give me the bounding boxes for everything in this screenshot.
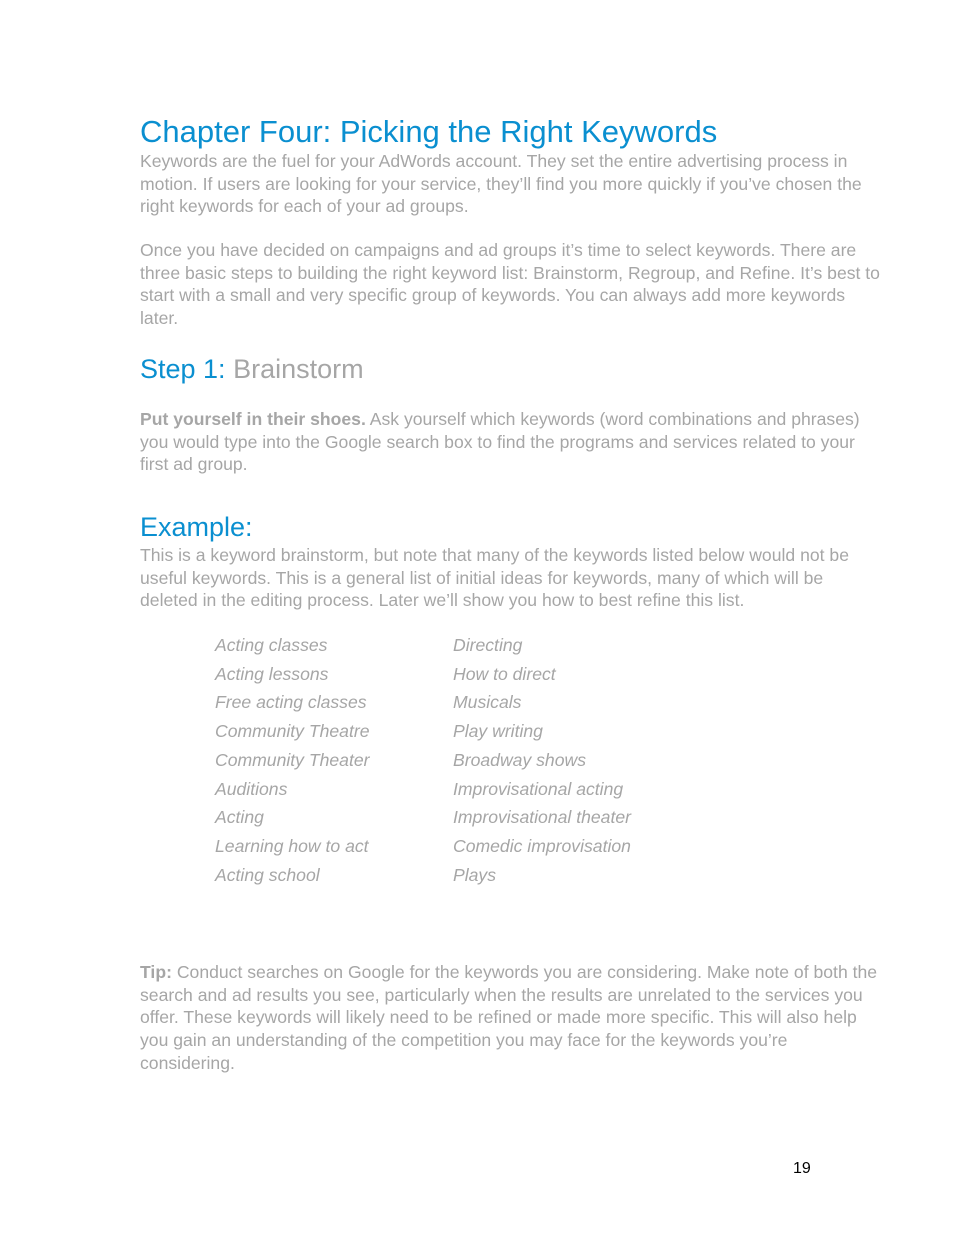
tip-paragraph (140, 961, 880, 1075)
keyword-item: How to direct (453, 663, 556, 684)
intro-paragraph-2: Once you have decided on campaigns and ad groups it’s time to select keywords. There are three basic steps to building the right keyword list: Brainstorm, Regroup, and Refine. It’s best to start with a small and very specific group of keywords. You can always add more keywords later. (140, 240, 880, 329)
step-name: Brainstorm (233, 354, 364, 384)
keyword-item: Improvisational theater (453, 807, 631, 828)
keyword-item: Directing (453, 635, 523, 655)
keyword-item: Acting (215, 807, 264, 828)
keyword-item: Acting school (215, 864, 320, 885)
page-number: 19 (793, 1160, 811, 1177)
step1-paragraph (140, 408, 880, 476)
step1-lead: Put yourself in their shoes. (140, 409, 366, 429)
example-heading: Example: (140, 512, 253, 542)
keyword-item: Auditions (215, 778, 288, 799)
keyword-list-right (453, 631, 631, 889)
keyword-item: Improvisational acting (453, 778, 624, 799)
step1-text: Ask yourself which keywords (word combinations and phrases) you would type into the Google search box to find the programs and services related to your first ad group. (140, 409, 860, 475)
keyword-item: Comedic improvisation (453, 835, 631, 856)
keyword-item: Free acting classes (215, 692, 367, 713)
keyword-list-left (215, 631, 370, 889)
chapter-title: Chapter Four: Picking the Right Keywords (140, 114, 718, 149)
keyword-item: Play writing (453, 721, 543, 742)
keyword-item: Community Theater (215, 749, 370, 770)
keyword-item: Broadway shows (453, 749, 586, 770)
keyword-item: Musicals (453, 692, 522, 713)
keyword-item: Acting classes (215, 635, 328, 655)
example-paragraph: This is a keyword brainstorm, but note that many of the keywords listed below would not be useful keywords. This is a general list of initial ideas for keywords, many of which will be deleted in the editing process. Later we’ll show you how to best refine this list. (140, 545, 849, 611)
keyword-item: Acting lessons (215, 663, 329, 684)
tip-text: Conduct searches on Google for the keywords you are considering. Make note of both the search and ad results you see, particularly when the results are unrelated to the services you offer. These keywords will likely need to be refined or made more specific. This will also help you gain an understanding of the competition you may face for the keywords you’re considering. (140, 962, 878, 1073)
keyword-item: Plays (453, 864, 497, 885)
keyword-item: Community Theatre (215, 721, 370, 742)
tip-lead: Tip: (140, 962, 172, 982)
intro-paragraph-1: Keywords are the fuel for your AdWords account. They set the entire advertising process in motion. If users are looking for your service, they’ll find you more quickly if you’ve chosen the right keywords for each of your ad groups. (140, 151, 862, 217)
step-heading (140, 353, 364, 385)
step-label: Step 1: (140, 354, 226, 384)
keyword-item: Learning how to act (215, 835, 369, 856)
